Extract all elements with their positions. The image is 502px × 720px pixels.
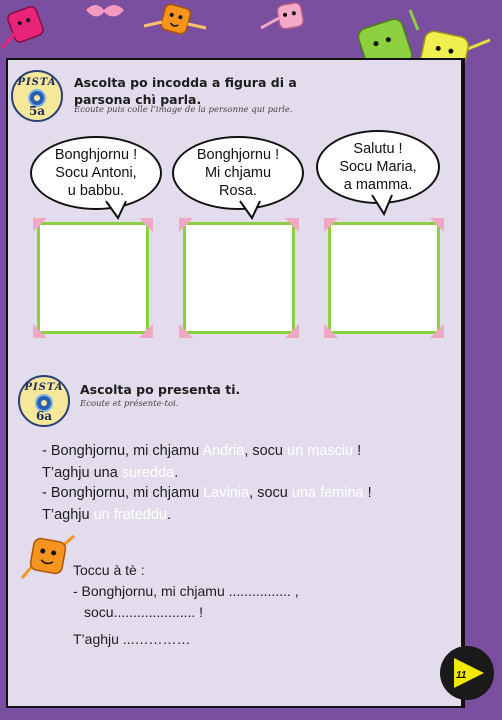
highlight-sibling: un frateddu <box>93 507 167 523</box>
bubble-tail <box>370 194 396 216</box>
pista-5a-badge[interactable] <box>11 70 63 122</box>
instruction-1-line1: Ascolta po incodda a figura di a <box>74 75 297 90</box>
speech-bubble-rosa <box>172 136 304 210</box>
dialogue-text: - Bonghjornu, mi chjamu <box>42 485 204 501</box>
page-number: 11 <box>456 670 467 681</box>
bubble-line: Bonghjornu ! <box>196 147 280 163</box>
dialogue-text: , socu <box>244 443 288 459</box>
highlight-gender: una femina <box>291 485 364 501</box>
bubble-line: u babbu. <box>67 183 125 199</box>
pista-label: PISTA <box>24 382 64 393</box>
highlight-name: Andria <box>202 443 245 459</box>
pista-number: 6a <box>35 409 53 423</box>
sticker-frame-2[interactable] <box>183 222 295 334</box>
dialogue-text: T’aghju <box>42 507 94 523</box>
bubble-line: a mamma. <box>343 177 413 193</box>
sticker-frame-3[interactable] <box>328 222 440 334</box>
bubble-line: Rosa. <box>219 183 257 199</box>
speech-bubble-antoni <box>30 136 162 210</box>
orange-character-icon <box>140 0 210 50</box>
instruction-2-translation: Ecoute et présente-toi. <box>80 399 179 409</box>
bubble-line: Socu Antoni, <box>55 165 137 181</box>
your-turn-section <box>73 560 299 650</box>
bubble-tail <box>104 200 130 220</box>
highlight-gender: un masciu <box>287 443 354 459</box>
bubble-line: Socu Maria, <box>339 159 417 175</box>
your-turn-line2[interactable]: socu..................... ! <box>84 604 204 620</box>
your-turn-line1[interactable]: - Bonghjornu, mi chjamu ................ , <box>73 583 299 599</box>
highlight-name: Lavinia <box>203 485 250 501</box>
pink-character-icon <box>0 0 60 55</box>
instruction-2: Ascolta po presenta ti. <box>80 382 241 397</box>
instruction-1 <box>74 74 297 108</box>
dialogue-text: ! <box>353 443 362 459</box>
pista-6a-badge[interactable] <box>18 375 70 427</box>
dialogue-text: . <box>166 507 171 523</box>
bow-icon <box>82 0 128 24</box>
instruction-1-translation: Ecoute puis colle l’image de la personne qui parle. <box>74 105 293 115</box>
dialogue-text: - Bonghjornu, mi chjamu <box>42 443 203 459</box>
pista-label: PISTA <box>17 77 57 88</box>
dialogue-text: , socu <box>249 485 292 501</box>
instruction-1-line2: parsona chì parla. <box>74 92 202 107</box>
play-arrow-icon <box>440 646 494 700</box>
orange-character-icon <box>16 530 78 584</box>
dialogue-1 <box>42 440 361 484</box>
dialogue-text: . <box>174 465 179 481</box>
dialogue-text: ! <box>363 485 372 501</box>
bubble-line: Mi chjamu <box>204 165 272 181</box>
bubble-line: Salutu ! <box>353 141 403 157</box>
next-page-button[interactable] <box>440 646 494 700</box>
light-pink-character-icon <box>255 0 325 44</box>
speech-bubble-maria <box>316 130 440 204</box>
your-turn-line3[interactable]: T’aghju ...………… <box>73 631 191 647</box>
dialogue-2 <box>42 482 372 526</box>
highlight-sibling: suredda <box>121 465 175 481</box>
dialogue-text: T’aghju una <box>42 465 122 481</box>
bubble-tail <box>238 200 264 220</box>
bubble-line: Bonghjornu ! <box>54 147 138 163</box>
pista-number: 5a <box>28 104 46 118</box>
your-turn-title: Toccu à tè : <box>73 562 145 578</box>
sticker-frame-1[interactable] <box>37 222 149 334</box>
